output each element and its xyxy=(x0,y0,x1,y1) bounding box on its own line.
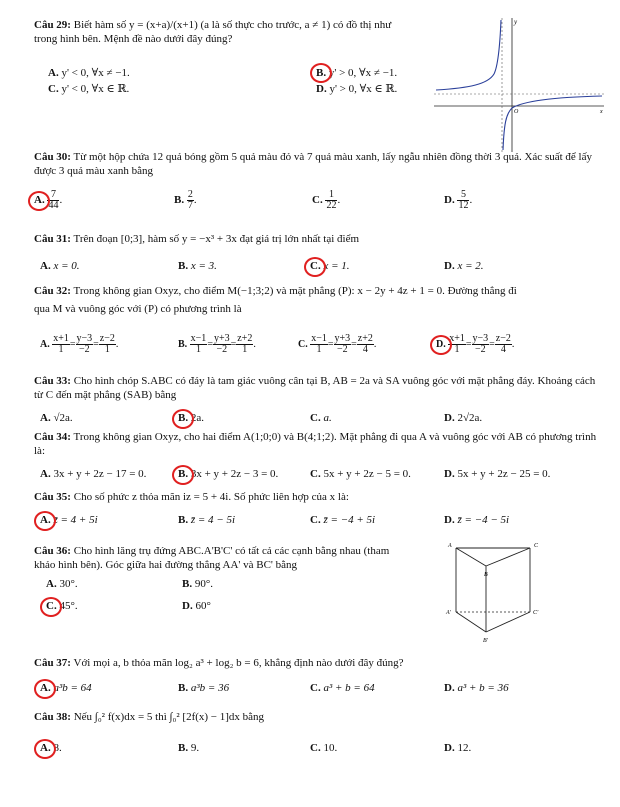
q29-option-d-text: y' > 0, ∀x ∈ ℝ. xyxy=(329,83,398,95)
q34-option-b[interactable] xyxy=(178,468,278,480)
right-branch xyxy=(503,96,602,150)
q30-text: Từ một hộp chứa 12 quả bóng gồm 5 quả màu đỏ và 7 quả màu xanh, lấy ngẫu nhiên đồng thời 3 quả. Xác suất để lấy được 3 quả màu xanh bằng xyxy=(34,151,592,177)
denominator: −2 xyxy=(216,344,228,355)
q29-option-b-text: y' > 0, ∀x ≠ −1. xyxy=(328,67,398,79)
q35-option-b-text: z̄ = 4 − 5i xyxy=(190,514,236,526)
option-label: A. xyxy=(48,67,59,79)
q30-label: Câu 30: xyxy=(34,151,71,163)
q31-option-c[interactable] xyxy=(310,260,350,272)
q30-frac-d xyxy=(457,190,469,211)
option-label: D. xyxy=(444,742,455,754)
q35-option-d-text: z̄ = −4 − 5i xyxy=(457,514,510,526)
vertex-c-label: C xyxy=(534,543,539,549)
q36-option-d[interactable] xyxy=(182,600,211,612)
q33-option-c-text: a. xyxy=(323,412,332,424)
denominator: −2 xyxy=(475,344,486,355)
q37-label: Câu 37: xyxy=(34,657,71,669)
option-label: D. xyxy=(444,194,455,207)
q38-label: Câu 38: xyxy=(34,711,71,723)
q33-option-d-text: 2√2a. xyxy=(457,412,483,424)
option-label: A. xyxy=(40,682,51,694)
q29-text: Biết hàm số y = (x+a)/(x+1) (a là số thực cho trước, a ≠ 1) có đồ thị như xyxy=(73,19,392,31)
frac xyxy=(472,334,490,355)
numerator: x+1 xyxy=(53,333,69,344)
q35-option-c[interactable] xyxy=(310,514,375,526)
q36-text: Cho hình lăng trụ đứng ABC.A'B'C' có tất cả các cạnh bằng nhau (tham xyxy=(73,545,390,557)
q32-option-b[interactable]: B. $\frac{x-1}{1}$ = $\frac{y+3}{-2}$ = $\frac{z+2}{1}$ . xyxy=(178,333,256,355)
q37-option-b[interactable] xyxy=(178,682,229,694)
option-label: D. xyxy=(444,412,455,424)
numerator: x−1 xyxy=(190,333,207,344)
q31-option-b[interactable] xyxy=(178,260,217,272)
q30-stem xyxy=(34,150,606,178)
option-label: B. xyxy=(178,742,189,754)
q34-option-c-text: 5x + y + 2z − 5 = 0. xyxy=(323,468,411,480)
option-label: D. xyxy=(182,600,193,612)
q34-option-b-text: 3x + y + 2z − 3 = 0. xyxy=(190,468,279,480)
q34-option-a[interactable] xyxy=(40,468,146,480)
option-label: A. xyxy=(40,514,51,526)
q29-option-c[interactable] xyxy=(48,82,129,95)
q33-label: Câu 33: xyxy=(34,375,71,387)
q33-option-b[interactable] xyxy=(178,412,204,424)
denominator: 44 xyxy=(48,200,59,211)
function-graph xyxy=(430,14,608,154)
q37-text: Với mọi a, b thỏa mãn log₂ a³ + log₂ b = 6, khẳng định nào dưới đây đúng? xyxy=(73,657,404,669)
q37-option-c-text: a³ + b = 64 xyxy=(323,682,375,694)
denominator: 4 xyxy=(362,344,368,355)
frac xyxy=(76,334,94,355)
q37-option-d-text: a³ + b = 36 xyxy=(457,682,509,694)
q30-option-c[interactable]: C. $\frac{1}{22}$ . xyxy=(312,189,341,211)
q34-option-d-text: 5x + y + 2z − 25 = 0. xyxy=(457,468,551,480)
denominator: 1 xyxy=(316,344,322,355)
q31-option-a-text: x = 0. xyxy=(53,260,80,272)
option-label: D. xyxy=(444,682,455,694)
denominator: −2 xyxy=(79,344,90,355)
denominator: 4 xyxy=(500,344,506,355)
option-label: A. xyxy=(40,338,50,350)
denominator: 12 xyxy=(458,200,469,211)
denominator: 22 xyxy=(326,200,337,211)
q35-option-d[interactable] xyxy=(444,514,509,526)
q38-options xyxy=(34,742,606,758)
q38-option-b[interactable] xyxy=(178,742,199,754)
option-label: C. xyxy=(310,682,321,694)
numerator: x+1 xyxy=(449,333,465,344)
numerator: z+2 xyxy=(237,333,253,344)
edge-c1b1 xyxy=(486,612,530,632)
option-label: B. xyxy=(182,578,193,590)
option-label: B. xyxy=(174,194,185,207)
q29-option-a-text: y' < 0, ∀x ≠ −1. xyxy=(61,67,130,79)
q34-stem xyxy=(34,430,606,458)
q31-stem xyxy=(34,232,606,246)
frac xyxy=(190,334,208,355)
vertex-b1-label: B' xyxy=(483,638,488,644)
prism-figure xyxy=(444,540,548,648)
q37-option-a-text: a³b = 64 xyxy=(53,682,92,694)
q38-option-b-text: 9. xyxy=(190,742,200,754)
q30-option-d[interactable]: D. $\frac{5}{12}$ . xyxy=(444,189,473,211)
q33-option-b-text: 2a. xyxy=(190,412,204,424)
option-label: D. xyxy=(444,514,455,526)
q29-stem xyxy=(34,18,434,46)
q38-option-c-text: 10. xyxy=(323,742,338,754)
q34-label: Câu 34: xyxy=(34,431,71,443)
q31-option-b-text: x = 3. xyxy=(190,260,217,272)
option-label: C. xyxy=(298,338,308,350)
q30-option-b[interactable]: B. $\frac{2}{7}$ . xyxy=(174,189,197,211)
answer-circle xyxy=(310,63,332,83)
numerator: 7 xyxy=(47,190,59,201)
frac xyxy=(213,334,231,355)
q32-option-a[interactable]: A. $\frac{x+1}{1}$ = $\frac{y-3}{-2}$ = $\frac{z-2}{1}$ . xyxy=(40,333,119,355)
q32-option-d[interactable]: D. $\frac{x+1}{1}$ = $\frac{y-3}{-2}$ = $\frac{z-2}{4}$ . xyxy=(436,334,514,355)
numerator: 5 xyxy=(457,190,469,201)
frac xyxy=(495,334,512,355)
answer-circle xyxy=(172,409,194,429)
q33-option-c[interactable] xyxy=(310,412,332,424)
q38-option-d-text: 12. xyxy=(457,742,472,754)
option-label: C. xyxy=(48,83,59,95)
denominator: −2 xyxy=(337,344,348,355)
option-label: C. xyxy=(310,412,321,424)
denominator: 1 xyxy=(104,344,110,355)
answer-circle xyxy=(34,679,56,699)
q35-option-c-text: z̄ = −4 + 5i xyxy=(323,514,376,526)
option-label: B. xyxy=(178,260,189,272)
q37-option-b-text: a³b = 36 xyxy=(190,682,230,694)
q33-text: Cho hình chóp S.ABC có đáy là tam giác vuông cân tại B, AB = 2a và SA vuông góc với mặt phẳng đáy. Khoảng cách từ C đến mặt phẳng (SAB) bằng xyxy=(34,375,596,401)
option-label: A. xyxy=(46,578,57,590)
q30-frac-c xyxy=(325,190,337,211)
q33-option-d[interactable] xyxy=(444,412,482,424)
q36-text2: khảo hình bên). Góc giữa hai đường thẳng AA' và BC' bằng xyxy=(34,559,298,571)
q36-stem xyxy=(34,544,434,572)
denominator: 1 xyxy=(242,344,248,355)
edge-cb xyxy=(486,548,530,566)
q33-option-a-text: √2a. xyxy=(53,412,73,424)
q36-option-b-text: 90°. xyxy=(194,578,213,590)
denominator: 1 xyxy=(195,344,201,355)
numerator: y+3 xyxy=(213,333,230,344)
frac xyxy=(357,334,374,355)
q35-label: Câu 35: xyxy=(34,491,71,503)
denominator: 1 xyxy=(454,344,460,355)
q37-options xyxy=(34,682,606,698)
q37-stem xyxy=(34,656,606,670)
q29-label: Câu 29: xyxy=(34,19,71,31)
denominator: 1 xyxy=(58,344,64,355)
vertex-a1-label: A' xyxy=(446,610,451,616)
q31-label: Câu 31: xyxy=(34,233,71,245)
numerator: z−2 xyxy=(495,333,511,344)
q29-option-a[interactable] xyxy=(48,66,130,79)
frac xyxy=(99,334,116,355)
q29-option-d[interactable] xyxy=(316,82,397,95)
q32-label: Câu 32: xyxy=(34,285,71,297)
vertex-b-label: B xyxy=(484,572,488,578)
q31-option-d-text: x = 2. xyxy=(457,260,484,272)
q31-option-d[interactable] xyxy=(444,260,484,272)
q30-frac-b xyxy=(187,190,194,211)
q32-options xyxy=(34,332,606,360)
numerator: z+2 xyxy=(357,333,373,344)
q31-option-a[interactable] xyxy=(40,260,80,272)
q38-option-a[interactable] xyxy=(40,742,62,754)
x-label: x xyxy=(600,109,603,115)
q35-stem xyxy=(34,490,606,504)
vertex-c1-label: C' xyxy=(533,610,539,616)
q36-option-b[interactable] xyxy=(182,578,213,590)
option-label: C. xyxy=(312,194,323,207)
answer-circle xyxy=(40,597,62,617)
q29-option-c-text: y' < 0, ∀x ∈ ℝ. xyxy=(61,83,130,95)
q35-option-b[interactable] xyxy=(178,514,235,526)
q35-option-a-text: z̄ = 4 + 5i xyxy=(53,514,98,526)
q31-text: Trên đoạn [0;3], hàm số y = −x³ + 3x đạt giá trị lớn nhất tại điểm xyxy=(73,233,360,245)
q37-option-d[interactable] xyxy=(444,682,509,694)
option-label: C. xyxy=(310,742,321,754)
q36-label: Câu 36: xyxy=(34,545,71,557)
q35-option-a[interactable] xyxy=(40,514,98,526)
q32-stem xyxy=(34,284,606,316)
q36-option-c[interactable] xyxy=(46,600,78,612)
option-label: C. xyxy=(310,468,321,480)
edge-ab xyxy=(456,548,486,566)
q32-text: Trong không gian Oxyz, cho điểm M(−1;3;2) và mặt phẳng (P): x − 2y + 4z + 1 = 0. Đường thẳng đi xyxy=(73,285,517,297)
q36-option-c-text: 45°. xyxy=(59,600,78,612)
edge-a1b1 xyxy=(456,612,486,632)
q37-option-a[interactable] xyxy=(40,682,92,694)
option-label: D. xyxy=(444,260,455,272)
option-label: D. xyxy=(436,338,446,350)
q34-option-a-text: 3x + y + 2z − 17 = 0. xyxy=(53,468,147,480)
option-label: C. xyxy=(310,260,321,272)
numerator: y+3 xyxy=(334,333,351,344)
q36-option-a[interactable] xyxy=(46,578,78,590)
option-label: B. xyxy=(178,412,189,424)
q34-text: Trong không gian Oxyz, cho hai điểm A(1;0;0) và B(4;1;2). Mặt phẳng đi qua A và vuông góc với AB có phương trình là: xyxy=(34,431,597,457)
origin-label: O xyxy=(514,109,519,115)
numerator: 2 xyxy=(187,189,193,200)
q36-option-d-text: 60° xyxy=(195,600,211,612)
q31-options xyxy=(34,260,606,276)
q38-text: Nếu ∫₀² f(x)dx = 5 thì ∫₀² [2f(x) − 1]dx bằng xyxy=(73,711,265,723)
q32-option-c[interactable]: C. $\frac{x-1}{1}$ = $\frac{y+3}{-2}$ = $\frac{z+2}{4}$ . xyxy=(298,333,377,355)
left-branch xyxy=(436,20,501,90)
q32-text2: qua M và vuông góc với (P) có phương trình là xyxy=(34,303,242,315)
q35-text: Cho số phức z thỏa mãn iz = 5 + 4i. Số phức liên hợp của x là: xyxy=(73,491,349,503)
q31-option-c-text: x = 1. xyxy=(323,260,350,272)
q38-option-a-text: 8. xyxy=(53,742,62,754)
numerator: y−3 xyxy=(472,333,489,344)
q38-option-c[interactable] xyxy=(310,742,337,754)
option-label: A. xyxy=(40,260,51,272)
option-label: A. xyxy=(40,412,51,424)
q38-stem xyxy=(34,710,606,724)
option-label: B. xyxy=(178,468,189,480)
option-label: A. xyxy=(34,194,45,207)
q34-option-d[interactable] xyxy=(444,468,550,480)
option-label: C. xyxy=(46,600,57,612)
numerator: z−2 xyxy=(99,333,115,344)
q30-option-a[interactable]: A. $\frac{7}{44}$ . xyxy=(34,190,62,211)
answer-circle xyxy=(304,257,326,277)
option-label: B. xyxy=(178,338,188,350)
option-label: B. xyxy=(178,682,189,694)
q35-options xyxy=(34,514,606,530)
q33-option-a[interactable] xyxy=(40,412,73,424)
q33-stem xyxy=(34,374,606,402)
y-label: y xyxy=(514,18,518,26)
numerator: y−3 xyxy=(76,333,93,344)
answer-circle xyxy=(34,511,56,531)
option-label: B. xyxy=(178,514,189,526)
frac xyxy=(334,334,352,355)
q29-option-b[interactable] xyxy=(316,66,397,79)
option-label: D. xyxy=(316,83,327,95)
q29-text2: trong hình bên. Mệnh đề nào dưới đây đúng? xyxy=(34,33,233,45)
answer-circle xyxy=(430,335,452,355)
option-label: B. xyxy=(316,67,327,79)
frac xyxy=(236,334,253,355)
frac xyxy=(310,334,328,355)
option-label: C. xyxy=(310,514,321,526)
frac xyxy=(52,334,70,355)
answer-circle xyxy=(172,465,194,485)
answer-circle xyxy=(28,191,50,211)
q37-option-c[interactable] xyxy=(310,682,375,694)
q34-options xyxy=(34,468,606,484)
numerator: x−1 xyxy=(311,333,327,344)
q30-options xyxy=(34,190,606,214)
q36-option-a-text: 30°. xyxy=(59,578,78,590)
option-label: A. xyxy=(40,742,51,754)
denominator: 7 xyxy=(187,200,193,211)
numerator: 1 xyxy=(325,190,337,201)
q34-option-c[interactable] xyxy=(310,468,411,480)
q38-option-d[interactable] xyxy=(444,742,471,754)
q33-options xyxy=(34,412,606,428)
vertex-a-label: A xyxy=(448,543,452,549)
option-label: D. xyxy=(444,468,455,480)
option-label: A. xyxy=(40,468,51,480)
answer-circle xyxy=(34,739,56,759)
